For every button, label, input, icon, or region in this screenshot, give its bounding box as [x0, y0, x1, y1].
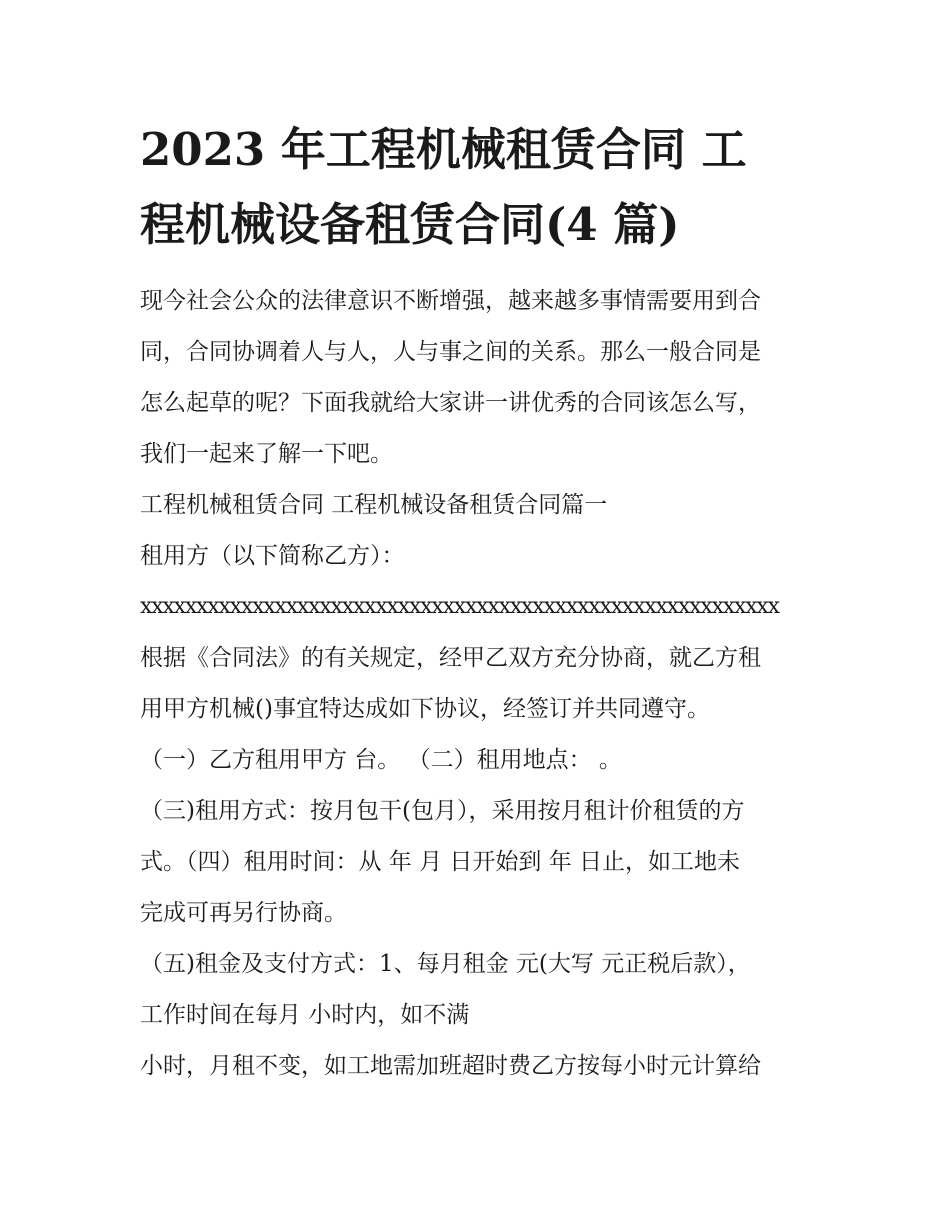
- clause-3: （三)租用方式：按月包干(包月），采用按月租计价租赁的方: [140, 798, 745, 824]
- body-line-1: 现今社会公众的法律意识不断增强，越来越多事情需要用到合: [140, 288, 761, 314]
- clause-5-cont-2: 小时，月租不变，如工地需加班超时费乙方按每小时元计算给: [140, 1053, 761, 1079]
- title-line-1: 2023 年工程机械租赁合同 工: [140, 123, 747, 176]
- title-line-2: 程机械设备租赁合同(4 篇): [140, 198, 680, 251]
- body-line-4: 我们一起来了解一下吧。: [140, 441, 393, 467]
- clause-3-4: 式。（四）租用时间：从 年 月 日开始到 年 日止，如工地未: [140, 849, 741, 875]
- clause-1-2: （一）乙方租用甲方 台。 （二）租用地点： 。: [140, 747, 622, 773]
- body-line-7: 用甲方机械()事宜特达成如下协议，经签订并共同遵守。: [140, 696, 710, 722]
- clause-5-cont: 工作时间在每月 小时内，如不满: [140, 1002, 470, 1028]
- document-title: [140, 112, 820, 262]
- section-heading-1: 工程机械租赁合同 工程机械设备租赁合同篇一: [140, 492, 608, 518]
- document-body: [140, 281, 830, 1097]
- body-line-3: 怎么起草的呢？下面我就给大家讲一讲优秀的合同该怎么写，: [140, 390, 761, 416]
- clause-4-end: 完成可再另行协商。: [140, 900, 347, 926]
- body-line-lessee: 租用方（以下简称乙方）：: [140, 543, 405, 569]
- placeholder-line: xxxxxxxxxxxxxxxxxxxxxxxxxxxxxxxxxxxxxxxxxxxxxxxxxxxxxxxxx: [140, 594, 779, 619]
- clause-5: （五)租金及支付方式：1、每月租金 元(大写 元正税后款），: [140, 951, 751, 977]
- body-line-2: 同，合同协调着人与人，人与事之间的关系。那么一般合同是: [140, 339, 761, 365]
- body-line-6: 根据《合同法》的有关规定，经甲乙双方充分协商，就乙方租: [140, 645, 761, 671]
